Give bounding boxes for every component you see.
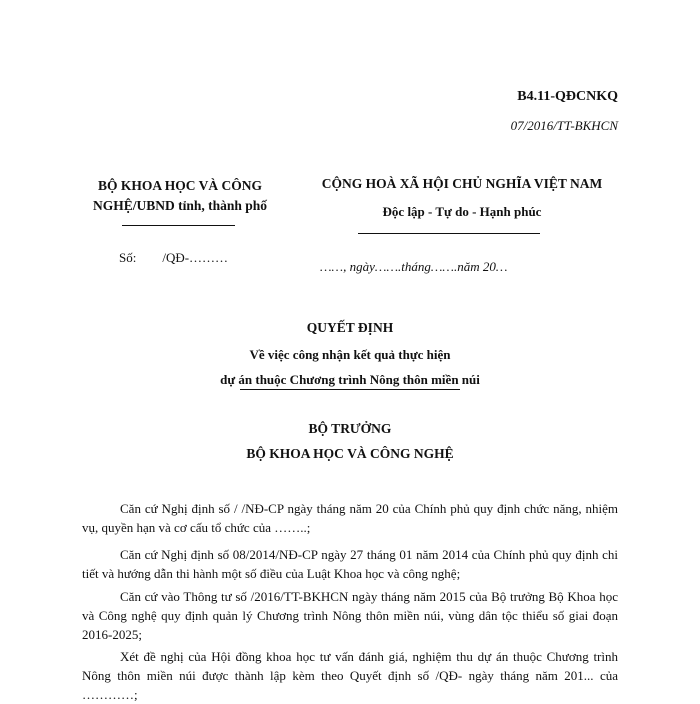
decision-title: QUYẾT ĐỊNH: [306, 320, 394, 335]
issuing-agency-line2: NGHỆ/UBND tỉnh, thành phố: [92, 198, 268, 213]
issuing-agency-line1: BỘ KHOA HỌC VÀ CÔNG: [97, 178, 263, 193]
legal-basis-paragraph: Căn cứ Nghị định số / /NĐ-CP ngày tháng năm 20 của Chính phủ quy định chức năng, nhiệm vụ, quyền hạn và cơ cấu tổ chức của ……..;: [82, 501, 618, 535]
nation-title: CỘNG HOÀ XÃ HỘI CHỦ NGHĨA VIỆT NAM: [321, 176, 603, 191]
form-reference: 07/2016/TT-BKHCN: [510, 118, 618, 133]
form-code: B4.11-QĐCNKQ: [517, 89, 618, 104]
decision-subject-line1: Về việc công nhận kết quả thực hiện: [249, 347, 451, 362]
motto-divider: [358, 233, 540, 234]
document-date: ……, ngày…….tháng…….năm 20…: [320, 259, 508, 274]
legal-basis-paragraph: Xét đề nghị của Hội đồng khoa học tư vấn đánh giá, nghiệm thu dự án thuộc Chương trình Nông thôn miền núi được thành lập kèm theo Quyết định số /QĐ- ngày tháng năm 201... của …………;: [82, 649, 618, 702]
nation-motto: Độc lập - Tự do - Hạnh phúc: [382, 204, 542, 219]
subject-divider: [240, 389, 460, 390]
document-number: Số: /QĐ-………: [119, 250, 229, 265]
issuer-divider: [122, 225, 235, 226]
issuing-agency: [78, 176, 282, 216]
legal-basis-paragraph: Căn cứ Nghị định số 08/2014/NĐ-CP ngày 27 tháng 01 năm 2014 của Chính phủ quy định chi tiết và hướng dẫn thi hành một số điều của Luật Khoa học và công nghệ;: [82, 547, 618, 581]
legal-basis-paragraph: Căn cứ vào Thông tư số /2016/TT-BKHCN ngày tháng năm 2015 của Bộ trưởng Bộ Khoa học và Công nghệ quy định quản lý Chương trình Nông thôn miền núi, vùng dân tộc thiểu số giai đoạn 2016-2025;: [82, 589, 618, 642]
decision-subject-line2: dự án thuộc Chương trình Nông thôn miền núi: [220, 372, 480, 387]
authority-organization: BỘ KHOA HỌC VÀ CÔNG NGHỆ: [246, 446, 454, 461]
authority-title: BỘ TRƯỞNG: [308, 421, 392, 436]
